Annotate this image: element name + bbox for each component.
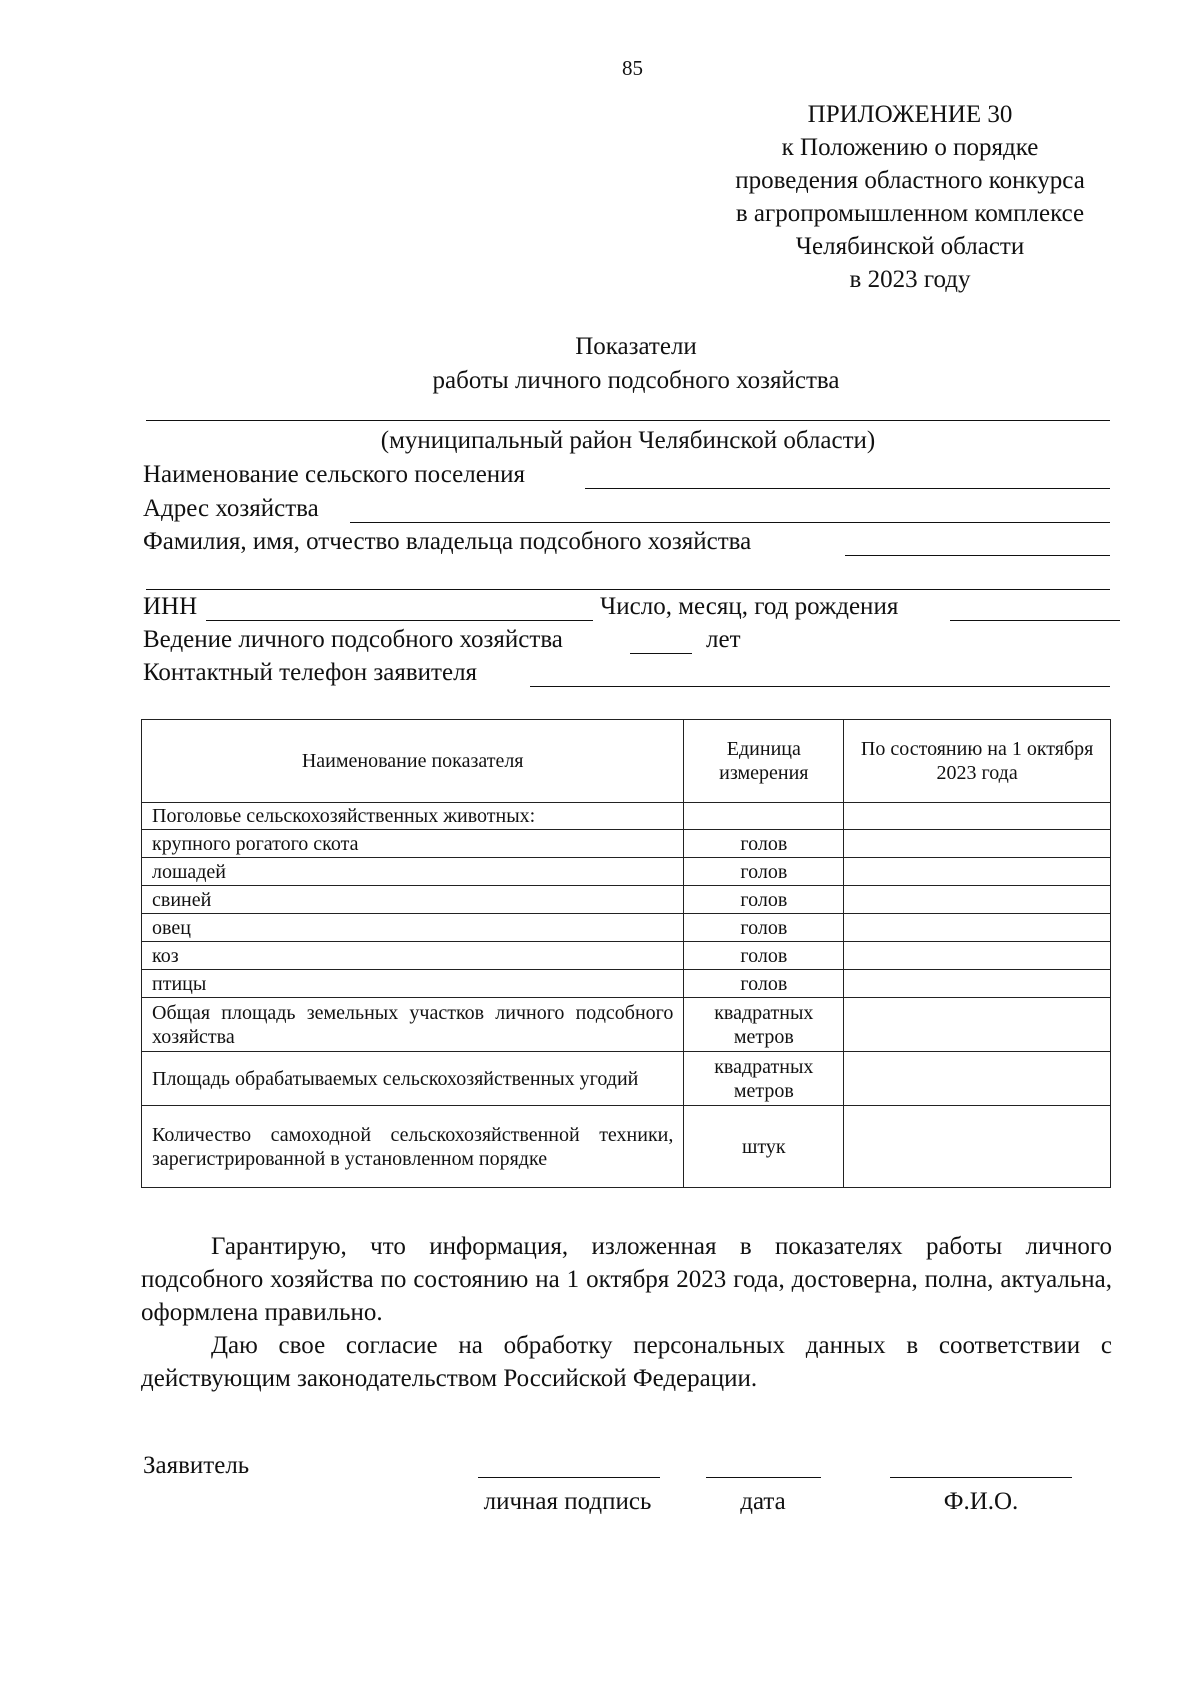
row-value-cell[interactable] (844, 830, 1111, 858)
row-value-cell[interactable] (844, 803, 1111, 830)
phone-label: Контактный телефон заявителя (143, 659, 478, 686)
header-name: Наименование показателя (142, 720, 684, 803)
page-number: 85 (622, 56, 643, 80)
consent-paragraph: Даю свое согласие на обработку персональных данных в соответствии с действующим законодательством Российской Федерации. (141, 1332, 1112, 1392)
guarantee-paragraph: Гарантирую, что информация, изложенная в показателях работы личного подсобного хозяйства по состоянию на 1 октября 2023 года, достоверна, полна, актуальна, оформлена правильно. (141, 1233, 1112, 1326)
row-value-cell[interactable] (844, 970, 1111, 998)
row-value-cell[interactable] (844, 1106, 1111, 1188)
document-title (136, 330, 1136, 398)
inn-input-line[interactable] (206, 620, 593, 621)
row-unit: квадратных метров (684, 1052, 844, 1106)
years-input-line[interactable] (630, 653, 692, 654)
row-name: Количество самоходной сельскохозяйственной техники, зарегистрированной в установленном порядке (142, 1106, 684, 1188)
row-name: Поголовье сельскохозяйственных животных: (142, 803, 684, 830)
settlement-input-line[interactable] (585, 488, 1110, 489)
row-unit: голов (684, 886, 844, 914)
row-name: Площадь обрабатываемых сельскохозяйственных угодий (142, 1052, 684, 1106)
settlement-label: Наименование сельского поселения (143, 461, 526, 488)
row-unit: голов (684, 914, 844, 942)
title-line-1: Показатели (575, 333, 697, 360)
inn-label: ИНН (143, 593, 198, 620)
birth-label: Число, месяц, год рождения (600, 593, 899, 620)
owner-input-line-2[interactable] (146, 589, 1110, 590)
address-input-line[interactable] (350, 522, 1110, 523)
row-name: лошадей (142, 858, 684, 886)
table-row (142, 1106, 1111, 1188)
row-value-cell[interactable] (844, 914, 1111, 942)
table-row (142, 942, 1111, 970)
row-unit: квадратных метров (684, 998, 844, 1052)
table-row (142, 914, 1111, 942)
row-name: Общая площадь земельных участков личного подсобного хозяйства (142, 998, 684, 1052)
row-name: крупного рогатого скота (142, 830, 684, 858)
table-row (142, 803, 1111, 830)
signature-line[interactable] (478, 1477, 660, 1478)
row-unit: голов (684, 970, 844, 998)
row-value-cell[interactable] (844, 1052, 1111, 1106)
header-unit: Единица измерения (684, 720, 844, 803)
row-name: свиней (142, 886, 684, 914)
table-row (142, 858, 1111, 886)
table-row (142, 970, 1111, 998)
title-line-2: работы личного подсобного хозяйства (432, 367, 840, 394)
table-header-row (142, 720, 1111, 803)
indicators-table (141, 719, 1111, 1188)
row-value-cell[interactable] (844, 942, 1111, 970)
guarantee-block (141, 1230, 1112, 1395)
name-line[interactable] (890, 1477, 1072, 1478)
table-row (142, 830, 1111, 858)
name-caption: Ф.И.О. (943, 1488, 1019, 1515)
district-line[interactable] (146, 420, 1110, 421)
address-label: Адрес хозяйства (143, 495, 319, 522)
years-suffix: лет (706, 626, 741, 653)
table-row (142, 886, 1111, 914)
row-value-cell[interactable] (844, 886, 1111, 914)
row-unit: голов (684, 942, 844, 970)
table-row (142, 998, 1111, 1052)
row-value-cell[interactable] (844, 998, 1111, 1052)
row-name: овец (142, 914, 684, 942)
date-line[interactable] (706, 1477, 821, 1478)
row-unit: голов (684, 858, 844, 886)
appendix-line: ПРИЛОЖЕНИЕ 30 (807, 101, 1013, 128)
phone-input-line[interactable] (530, 686, 1110, 687)
row-name: коз (142, 942, 684, 970)
appendix-line: в агропромышленном комплексе (735, 200, 1085, 227)
years-label: Ведение личного подсобного хозяйства (143, 626, 563, 653)
row-unit (684, 803, 844, 830)
header-value: По состоянию на 1 октября 2023 года (844, 720, 1111, 803)
appendix-line: проведения областного конкурса (735, 167, 1085, 194)
owner-label: Фамилия, имя, отчество владельца подсобного хозяйства (143, 528, 752, 555)
birth-input-line[interactable] (950, 620, 1120, 621)
appendix-line: в 2023 году (849, 266, 971, 293)
row-name: птицы (142, 970, 684, 998)
row-unit: штук (684, 1106, 844, 1188)
table-row (142, 1052, 1111, 1106)
signature-caption: личная подпись (483, 1488, 652, 1515)
appendix-line: к Положению о порядке (781, 134, 1039, 161)
owner-input-line[interactable] (845, 555, 1110, 556)
appendix-block (700, 98, 1120, 296)
row-unit: голов (684, 830, 844, 858)
district-caption: (муниципальный район Челябинской области) (380, 427, 876, 454)
row-value-cell[interactable] (844, 858, 1111, 886)
applicant-label: Заявитель (143, 1452, 250, 1479)
date-caption: дата (740, 1488, 786, 1515)
appendix-line: Челябинской области (795, 233, 1025, 260)
